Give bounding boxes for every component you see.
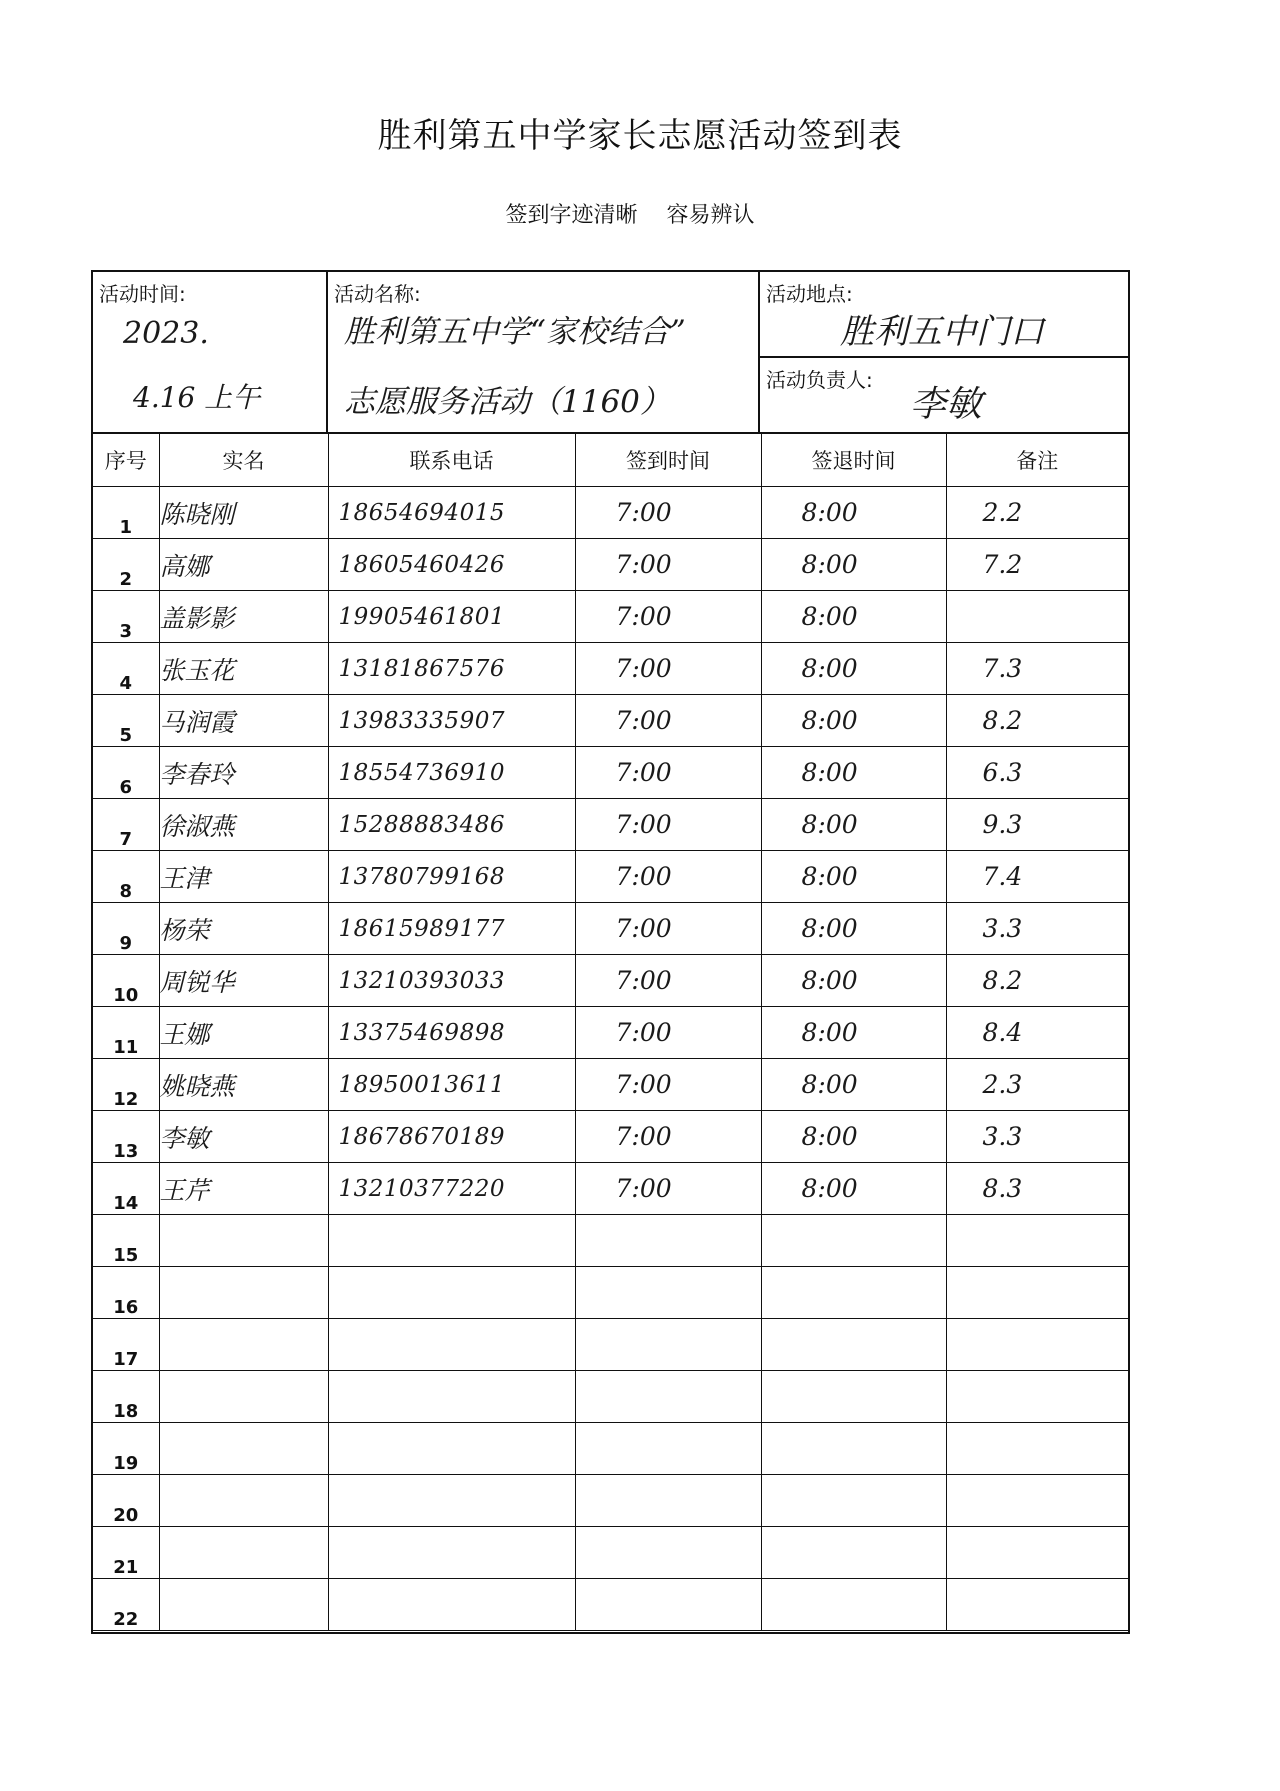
note: 7.3	[946, 643, 1128, 695]
sign-in-time	[575, 1423, 761, 1475]
note	[946, 591, 1128, 643]
activity-name-value-line2: 志愿服务活动（1160）	[344, 384, 671, 420]
note: 6.3	[946, 747, 1128, 799]
row-number: 20	[93, 1475, 159, 1527]
activity-name-cell	[328, 272, 760, 432]
row-number: 11	[93, 1007, 159, 1059]
table-row	[93, 1579, 1128, 1631]
sign-out-time: 8:00	[761, 1059, 946, 1111]
table-row	[93, 1527, 1128, 1579]
phone-number	[328, 1319, 575, 1371]
table-row	[93, 799, 1128, 851]
sign-in-time: 7:00	[575, 539, 761, 591]
volunteer-name: 盖影影	[159, 591, 328, 643]
note: 8.2	[946, 955, 1128, 1007]
col-header-sign-out-time: 签退时间	[761, 434, 946, 487]
sign-out-time: 8:00	[761, 1111, 946, 1163]
volunteer-name: 李春玲	[159, 747, 328, 799]
phone-number: 13983335907	[328, 695, 575, 747]
phone-number: 13210393033	[328, 955, 575, 1007]
activity-info-header	[93, 272, 1128, 434]
volunteer-name	[159, 1423, 328, 1475]
row-number: 12	[93, 1059, 159, 1111]
sign-out-time	[761, 1579, 946, 1631]
table-row	[93, 1059, 1128, 1111]
table-row	[93, 1111, 1128, 1163]
sign-out-time	[761, 1319, 946, 1371]
row-number: 4	[93, 643, 159, 695]
page-subtitle: 签到字迹清晰 容易辨认	[505, 203, 755, 228]
row-number: 17	[93, 1319, 159, 1371]
row-number: 21	[93, 1527, 159, 1579]
activity-leader-value: 李敏	[910, 384, 983, 425]
table-row	[93, 539, 1128, 591]
note: 3.3	[946, 903, 1128, 955]
phone-number: 18950013611	[328, 1059, 575, 1111]
sign-out-time	[761, 1371, 946, 1423]
row-number: 22	[93, 1579, 159, 1631]
sign-out-time: 8:00	[761, 487, 946, 539]
phone-number: 18654694015	[328, 487, 575, 539]
col-header-name: 实名	[159, 434, 328, 487]
phone-number: 18615989177	[328, 903, 575, 955]
volunteer-name: 杨荣	[159, 903, 328, 955]
activity-location-cell	[760, 272, 1130, 432]
note: 3.3	[946, 1111, 1128, 1163]
volunteer-name: 周锐华	[159, 955, 328, 1007]
activity-time-label: 活动时间:	[99, 282, 186, 306]
sign-in-time	[575, 1215, 761, 1267]
row-number: 8	[93, 851, 159, 903]
row-number: 9	[93, 903, 159, 955]
volunteer-name: 王芹	[159, 1163, 328, 1215]
sign-in-sheet	[91, 270, 1130, 1634]
sign-out-time	[761, 1475, 946, 1527]
volunteer-name	[159, 1475, 328, 1527]
note: 2.3	[946, 1059, 1128, 1111]
note	[946, 1579, 1128, 1631]
sign-out-time: 8:00	[761, 851, 946, 903]
activity-time-value-line2: 4.16 上午	[133, 381, 261, 414]
table-row	[93, 643, 1128, 695]
table-row	[93, 1371, 1128, 1423]
activity-location-value: 胜利五中门口	[840, 312, 1044, 352]
phone-number: 13375469898	[328, 1007, 575, 1059]
note: 9.3	[946, 799, 1128, 851]
phone-number: 13210377220	[328, 1163, 575, 1215]
volunteer-name: 姚晓燕	[159, 1059, 328, 1111]
phone-number	[328, 1423, 575, 1475]
activity-name-value-line1: 胜利第五中学“家校结合”	[344, 314, 686, 350]
sign-out-time: 8:00	[761, 799, 946, 851]
table-row	[93, 1163, 1128, 1215]
phone-number	[328, 1579, 575, 1631]
activity-leader-label: 活动负责人:	[766, 368, 873, 392]
phone-number: 18605460426	[328, 539, 575, 591]
volunteer-name	[159, 1371, 328, 1423]
note: 8.2	[946, 695, 1128, 747]
table-row	[93, 747, 1128, 799]
phone-number	[328, 1267, 575, 1319]
phone-number: 13780799168	[328, 851, 575, 903]
row-number: 1	[93, 487, 159, 539]
sign-out-time: 8:00	[761, 747, 946, 799]
col-header-phone: 联系电话	[328, 434, 575, 487]
volunteer-name	[159, 1319, 328, 1371]
row-number: 13	[93, 1111, 159, 1163]
table-row	[93, 1007, 1128, 1059]
note	[946, 1371, 1128, 1423]
activity-leader-cell	[760, 356, 1130, 434]
note	[946, 1319, 1128, 1371]
sign-in-time: 7:00	[575, 1163, 761, 1215]
sign-out-time: 8:00	[761, 695, 946, 747]
phone-number: 15288883486	[328, 799, 575, 851]
row-number: 18	[93, 1371, 159, 1423]
activity-name-label: 活动名称:	[334, 282, 421, 306]
activity-time-value-line1: 2023.	[123, 316, 209, 351]
activity-location-label: 活动地点:	[766, 282, 853, 306]
table-row	[93, 487, 1128, 539]
sign-out-time: 8:00	[761, 903, 946, 955]
sign-in-time	[575, 1527, 761, 1579]
volunteer-name	[159, 1267, 328, 1319]
sign-in-time	[575, 1371, 761, 1423]
row-number: 10	[93, 955, 159, 1007]
row-number: 2	[93, 539, 159, 591]
sign-in-time: 7:00	[575, 1059, 761, 1111]
note	[946, 1423, 1128, 1475]
row-number: 15	[93, 1215, 159, 1267]
row-number: 16	[93, 1267, 159, 1319]
sign-in-time: 7:00	[575, 591, 761, 643]
volunteer-name	[159, 1215, 328, 1267]
table-row	[93, 1267, 1128, 1319]
row-number: 3	[93, 591, 159, 643]
note	[946, 1527, 1128, 1579]
activity-time-cell	[93, 272, 328, 432]
sign-in-time: 7:00	[575, 747, 761, 799]
phone-number	[328, 1527, 575, 1579]
sign-in-time: 7:00	[575, 955, 761, 1007]
phone-number: 18554736910	[328, 747, 575, 799]
table-row	[93, 1475, 1128, 1527]
volunteer-name: 马润霞	[159, 695, 328, 747]
phone-number	[328, 1215, 575, 1267]
volunteer-name: 陈晓刚	[159, 487, 328, 539]
row-number: 5	[93, 695, 159, 747]
sign-in-time	[575, 1475, 761, 1527]
sign-out-time	[761, 1215, 946, 1267]
note: 8.3	[946, 1163, 1128, 1215]
sign-in-table	[93, 434, 1128, 1631]
phone-number: 18678670189	[328, 1111, 575, 1163]
table-row	[93, 1319, 1128, 1371]
table-row	[93, 955, 1128, 1007]
sign-out-time: 8:00	[761, 539, 946, 591]
row-number: 19	[93, 1423, 159, 1475]
sign-in-time: 7:00	[575, 695, 761, 747]
phone-number	[328, 1371, 575, 1423]
sign-in-time: 7:00	[575, 1007, 761, 1059]
sign-out-time: 8:00	[761, 955, 946, 1007]
sign-out-time: 8:00	[761, 1163, 946, 1215]
sign-out-time: 8:00	[761, 591, 946, 643]
page-title: 胜利第五中学家长志愿活动签到表	[377, 116, 903, 156]
sign-in-time: 7:00	[575, 643, 761, 695]
volunteer-name: 王娜	[159, 1007, 328, 1059]
sign-in-time: 7:00	[575, 903, 761, 955]
table-row	[93, 851, 1128, 903]
volunteer-name: 徐淑燕	[159, 799, 328, 851]
sign-in-time: 7:00	[575, 1111, 761, 1163]
row-number: 7	[93, 799, 159, 851]
sign-in-time	[575, 1579, 761, 1631]
row-number: 6	[93, 747, 159, 799]
table-header-row	[93, 434, 1128, 487]
table-row	[93, 1423, 1128, 1475]
sign-in-time	[575, 1319, 761, 1371]
col-header-number: 序号	[93, 434, 159, 487]
phone-number	[328, 1475, 575, 1527]
note	[946, 1475, 1128, 1527]
note: 8.4	[946, 1007, 1128, 1059]
sign-out-time	[761, 1267, 946, 1319]
sign-out-time: 8:00	[761, 643, 946, 695]
table-row	[93, 1215, 1128, 1267]
col-header-sign-in-time: 签到时间	[575, 434, 761, 487]
table-row	[93, 903, 1128, 955]
sign-in-time: 7:00	[575, 799, 761, 851]
note: 7.2	[946, 539, 1128, 591]
table-row	[93, 695, 1128, 747]
volunteer-name: 高娜	[159, 539, 328, 591]
row-number: 14	[93, 1163, 159, 1215]
note: 7.4	[946, 851, 1128, 903]
sign-out-time: 8:00	[761, 1007, 946, 1059]
volunteer-name	[159, 1527, 328, 1579]
sign-out-time	[761, 1423, 946, 1475]
sign-in-time: 7:00	[575, 851, 761, 903]
volunteer-name	[159, 1579, 328, 1631]
phone-number: 13181867576	[328, 643, 575, 695]
volunteer-name: 李敏	[159, 1111, 328, 1163]
volunteer-name: 张玉花	[159, 643, 328, 695]
note: 2.2	[946, 487, 1128, 539]
col-header-note: 备注	[946, 434, 1128, 487]
note	[946, 1267, 1128, 1319]
table-row	[93, 591, 1128, 643]
volunteer-name: 王津	[159, 851, 328, 903]
sign-in-time: 7:00	[575, 487, 761, 539]
note	[946, 1215, 1128, 1267]
sign-out-time	[761, 1527, 946, 1579]
phone-number: 19905461801	[328, 591, 575, 643]
sign-in-time	[575, 1267, 761, 1319]
